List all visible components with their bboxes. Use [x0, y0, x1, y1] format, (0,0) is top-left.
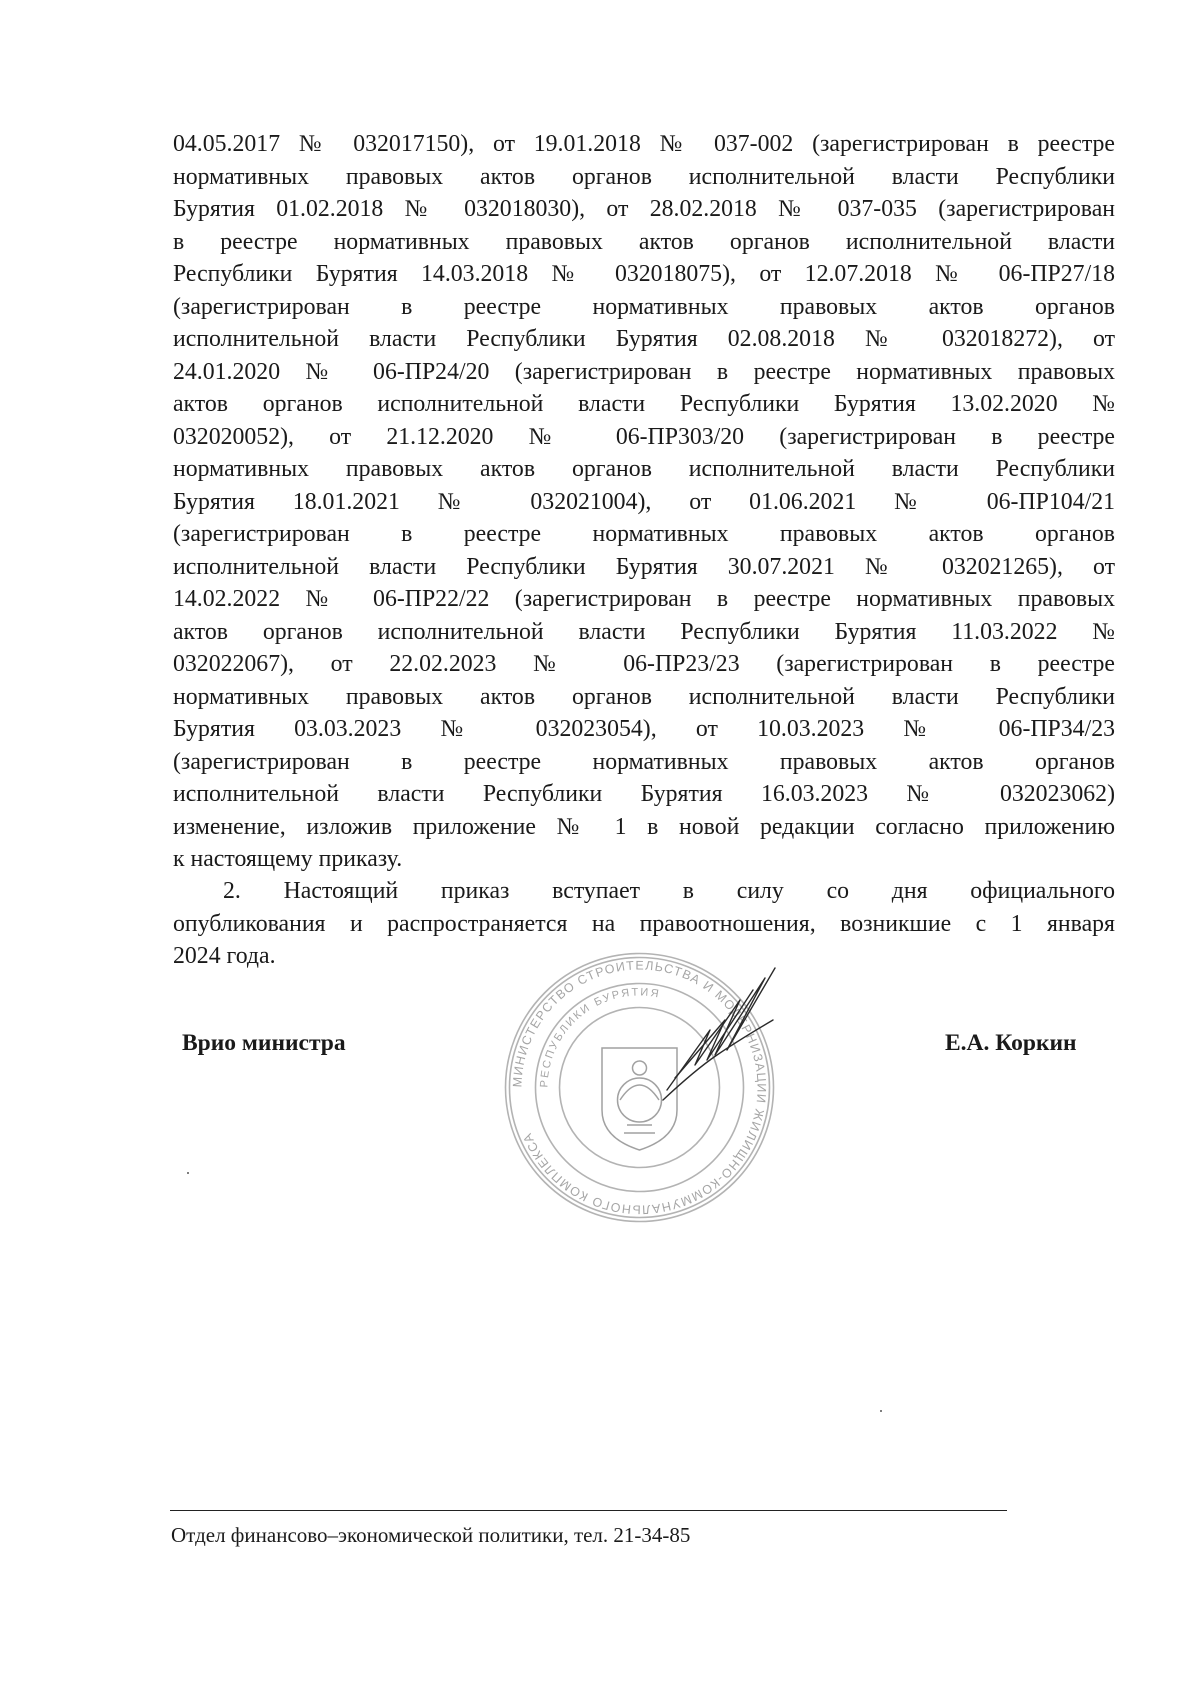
text-line: (зарегистрирован в реестре нормативных правовых актов органов	[173, 293, 1115, 320]
text-line: в реестре нормативных правовых актов органов исполнительной власти	[173, 228, 1115, 255]
footer-divider	[170, 1510, 1007, 1511]
text-line: нормативных правовых актов органов исполнительной власти Республики	[173, 163, 1115, 190]
text-line: актов органов исполнительной власти Республики Бурятия 13.02.2020 №	[173, 391, 1115, 417]
text-line: нормативных правовых актов органов исполнительной власти Республики	[173, 456, 1115, 482]
signer-name: Е.А. Коркин	[945, 1030, 1077, 1056]
text-line: Бурятия 01.02.2018 № 032018030), от 28.02.2018 № 037-035 (зарегистрирован	[173, 196, 1115, 222]
text-line: Бурятия 18.01.2021 № 032021004), от 01.06.2021 № 06-ПР104/21	[173, 488, 1115, 515]
text-line: исполнительной власти Республики Бурятия 16.03.2023 № 032023062)	[173, 781, 1115, 807]
text-line: к настоящему приказу.	[173, 846, 403, 872]
text-line: Бурятия 03.03.2023 № 032023054), от 10.03.2023 № 06-ПР34/23	[173, 716, 1115, 742]
text-line: 24.01.2020 № 06-ПР24/20 (зарегистрирован в реестре нормативных правовых	[173, 358, 1115, 385]
text-line: опубликования и распространяется на правоотношения, возникшие с 1 января	[173, 910, 1115, 937]
scan-speck	[880, 1410, 882, 1412]
seal-inner-textpath: РЕСПУБЛИКИ БУРЯТИЯ	[538, 986, 662, 1088]
text-line: (зарегистрирован в реестре нормативных правовых актов органов	[173, 748, 1115, 775]
scan-speck	[187, 1172, 189, 1174]
signer-position-title: Врио министра	[182, 1030, 346, 1056]
text-line: нормативных правовых актов органов исполнительной власти Республики	[173, 683, 1115, 710]
text-line: 2024 года.	[173, 943, 276, 969]
text-line: 04.05.2017 № 032017150), от 19.01.2018 № 037-002 (зарегистрирован в реестре	[173, 131, 1115, 157]
paragraph-amendments-list	[173, 128, 1115, 876]
seal-outer-textpath: МИНИСТЕРСТВО СТРОИТЕЛЬСТВА И МОДЕРНИЗАЦИИ ЖИЛИЩНО-КОММУНАЛЬНОГО КОМПЛЕКСА	[510, 958, 769, 1217]
signature-block	[0, 1030, 1200, 1080]
text-line: 2. Настоящий приказ вступает в силу со дня официального	[223, 878, 1115, 904]
text-line: 032020052), от 21.12.2020 № 06-ПР303/20 (зарегистрирован в реестре	[173, 423, 1115, 450]
text-line: (зарегистрирован в реестре нормативных правовых актов органов	[173, 521, 1115, 547]
footer-contact-note: Отдел финансово–экономической политики, тел. 21-34-85	[171, 1523, 691, 1547]
text-line: исполнительной власти Республики Бурятия 02.08.2018 № 032018272), от	[173, 326, 1115, 352]
text-line: 032022067), от 22.02.2023 № 06-ПР23/23 (зарегистрирован в реестре	[173, 651, 1115, 677]
text-line: 14.02.2022 № 06-ПР22/22 (зарегистрирован в реестре нормативных правовых	[173, 586, 1115, 612]
text-line: актов органов исполнительной власти Республики Бурятия 11.03.2022 №	[173, 618, 1115, 645]
text-line: изменение, изложив приложение № 1 в новой редакции согласно приложению	[173, 813, 1115, 840]
text-line: исполнительной власти Республики Бурятия 30.07.2021 № 032021265), от	[173, 553, 1115, 580]
text-line: Республики Бурятия 14.03.2018 № 032018075), от 12.07.2018 № 06-ПР27/18	[173, 261, 1115, 287]
